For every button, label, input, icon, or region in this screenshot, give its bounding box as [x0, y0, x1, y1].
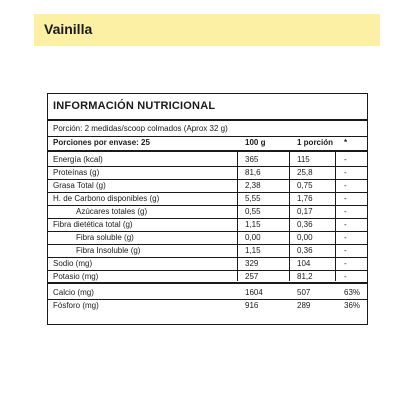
value-percent: - — [344, 272, 347, 281]
value-percent: - — [344, 259, 347, 268]
nutrient-name: Calcio (mg) — [53, 288, 94, 297]
value-per-serving: 0,00 — [297, 233, 313, 242]
value-per-serving: 115 — [297, 155, 310, 164]
value-percent: - — [344, 181, 347, 190]
table-row — [48, 232, 367, 243]
table-row — [48, 193, 367, 204]
value-per-serving: 1,76 — [297, 194, 313, 203]
nutrient-name: Potasio (mg) — [53, 272, 99, 281]
value-percent: - — [344, 207, 347, 216]
value-per-100g: 0,00 — [245, 233, 261, 242]
value-per-100g: 329 — [245, 259, 259, 268]
header-per-100g: 100 g — [245, 138, 266, 147]
value-per-100g: 916 — [245, 301, 259, 310]
table-row — [48, 300, 367, 311]
header-per-serving: 1 porción — [297, 138, 334, 147]
title-divider — [48, 119, 367, 121]
value-per-100g: 81,6 — [245, 168, 261, 177]
flavor-header — [34, 14, 380, 46]
value-per-100g: 365 — [245, 155, 259, 164]
nutrient-name: Energía (kcal) — [53, 155, 103, 164]
value-per-100g: 5,55 — [245, 194, 261, 203]
value-per-serving: 0,75 — [297, 181, 313, 190]
value-per-100g: 0,55 — [245, 207, 261, 216]
table-row — [48, 219, 367, 230]
column-header-row — [48, 137, 367, 148]
value-per-serving: 81,2 — [297, 272, 313, 281]
header-percent: * — [344, 138, 348, 147]
nutrition-title: INFORMACIÓN NUTRICIONAL — [53, 100, 216, 112]
value-percent: - — [344, 233, 347, 242]
servings-per-container: Porciones por envase: 25 — [53, 138, 150, 147]
value-per-serving: 0,36 — [297, 246, 313, 255]
value-per-100g: 1,15 — [245, 220, 261, 229]
table-row — [48, 167, 367, 178]
value-per-serving: 0,36 — [297, 220, 313, 229]
value-percent: - — [344, 246, 347, 255]
value-percent: - — [344, 220, 347, 229]
table-row — [48, 180, 367, 191]
table-row — [48, 271, 367, 282]
table-row — [48, 245, 367, 256]
value-per-serving: 507 — [297, 288, 311, 297]
table-row — [48, 206, 367, 217]
value-percent: - — [344, 194, 347, 203]
nutrient-name: Fibra soluble (g) — [76, 233, 134, 242]
nutrition-facts-panel — [47, 93, 368, 325]
value-per-100g: 1,15 — [245, 246, 261, 255]
value-per-100g: 257 — [245, 272, 259, 281]
table-row — [48, 287, 367, 298]
nutrient-name: Sodio (mg) — [53, 259, 93, 268]
nutrient-name: Grasa Total (g) — [53, 181, 106, 190]
table-row — [48, 258, 367, 269]
value-per-serving: 25,8 — [297, 168, 313, 177]
value-per-100g: 2,38 — [245, 181, 261, 190]
serving-size: Porción: 2 medidas/scoop colmados (Aprox 32 g) — [53, 124, 228, 133]
header-divider — [48, 150, 367, 152]
value-per-serving: 104 — [297, 259, 311, 268]
table-row — [48, 154, 367, 165]
section-divider — [48, 282, 367, 284]
value-per-serving: 0,17 — [297, 207, 313, 216]
nutrient-name: H. de Carbono disponibles (g) — [53, 194, 160, 203]
value-percent: 63% — [344, 288, 361, 297]
value-percent: 36% — [344, 301, 361, 310]
nutrient-name: Proteínas (g) — [53, 168, 100, 177]
flavor-title: Vainilla — [44, 21, 93, 37]
value-percent: - — [344, 168, 347, 177]
nutrient-name: Fibra dietética total (g) — [53, 220, 133, 229]
nutrient-name: Fibra Insoluble (g) — [76, 246, 141, 255]
nutrient-name: Azúcares totales (g) — [76, 207, 148, 216]
value-per-serving: 289 — [297, 301, 311, 310]
nutrient-name: Fósforo (mg) — [53, 301, 99, 310]
value-percent: - — [344, 155, 347, 164]
value-per-100g: 1604 — [245, 288, 263, 297]
